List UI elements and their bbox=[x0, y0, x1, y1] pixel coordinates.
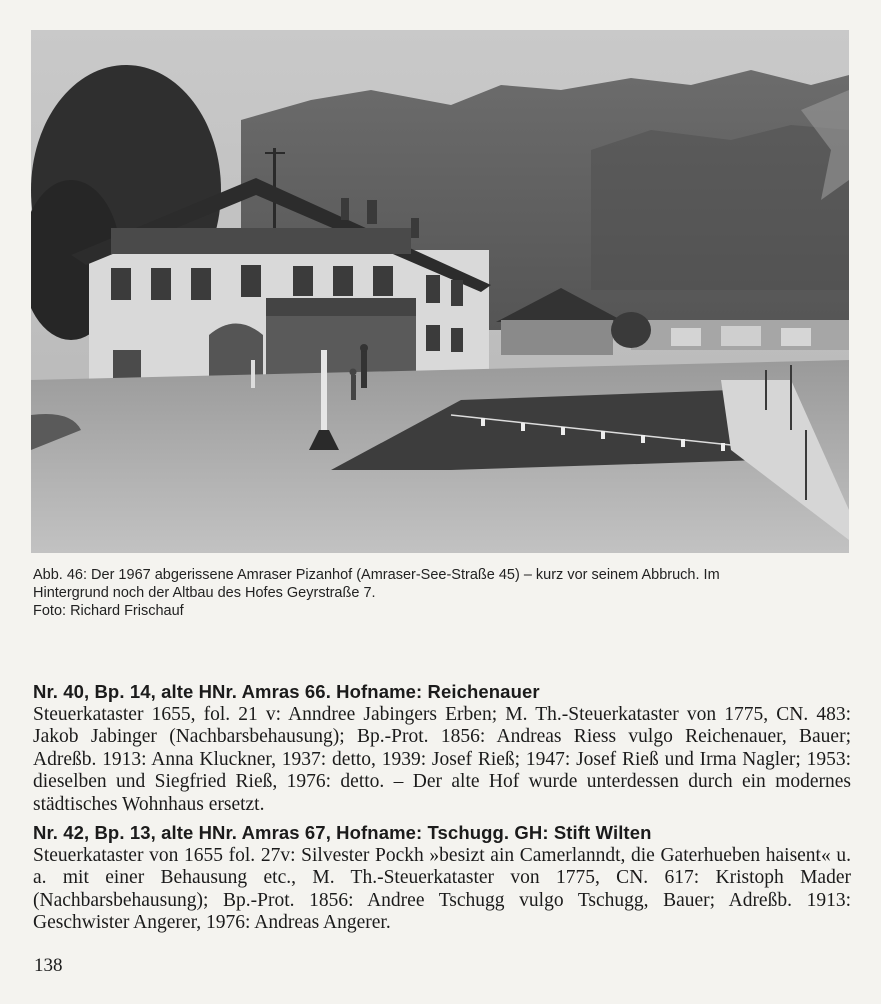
caption-line: Abb. 46: Der 1967 abgerissene Amraser Pizanhof (Amraser-See-Straße 45) – kurz vor seinem Abbruch. Im bbox=[33, 567, 720, 583]
house-entry bbox=[33, 681, 851, 817]
farmhouse-photo-drawing bbox=[31, 30, 849, 553]
photo-credit: Foto: Richard Frischauf bbox=[33, 603, 184, 619]
entry-heading: Nr. 40, Bp. 14, alte HNr. Amras 66. Hofname: Reichenauer bbox=[33, 681, 540, 702]
figure-caption bbox=[33, 566, 849, 620]
page-number: 138 bbox=[34, 955, 63, 976]
entry-body: Steuerkataster von 1655 fol. 27v: Silvester Pockh »besizt ain Camerlanndt, die Gaterhueben haisent« u. a. mit einer Behausung etc., M. Th.-Steuerkataster von 1775, CN. 617: Kristoph Mader (Nachbarsbehausung); Bp.-Prot. 1856: Andree Tschugg vulgo Tschugg, Bauer; Adreßb. 1913: Geschwister Angerer, 1976: Andreas Angerer. bbox=[33, 844, 851, 934]
entry-body: Steuerkataster 1655, fol. 21 v: Anndree Jabingers Erben; M. Th.-Steuerkataster von 1775, CN. 483: Jakob Jabinger (Nachbarsbehausung); Bp.-Prot. 1856: Andreas Riess vulgo Reichenauer, Bauer; Adreßb. 1913: Anna Kluckner, 1937: detto, 1939: Josef Rieß; 1947: Josef Rieß und Irma Nagler; 1953: dieselben und Siegfried Rieß, 1976: detto. – Der alte Hof wurde unterdessen durch ein modernes städtisches Wohnhaus ersetzt. bbox=[33, 703, 851, 815]
caption-line: Hintergrund noch der Altbau des Hofes Geyrstraße 7. bbox=[33, 585, 376, 601]
house-entry bbox=[33, 822, 851, 935]
entry-heading: Nr. 42, Bp. 13, alte HNr. Amras 67, Hofname: Tschugg. GH: Stift Wilten bbox=[33, 822, 652, 843]
historic-photo bbox=[31, 30, 849, 553]
